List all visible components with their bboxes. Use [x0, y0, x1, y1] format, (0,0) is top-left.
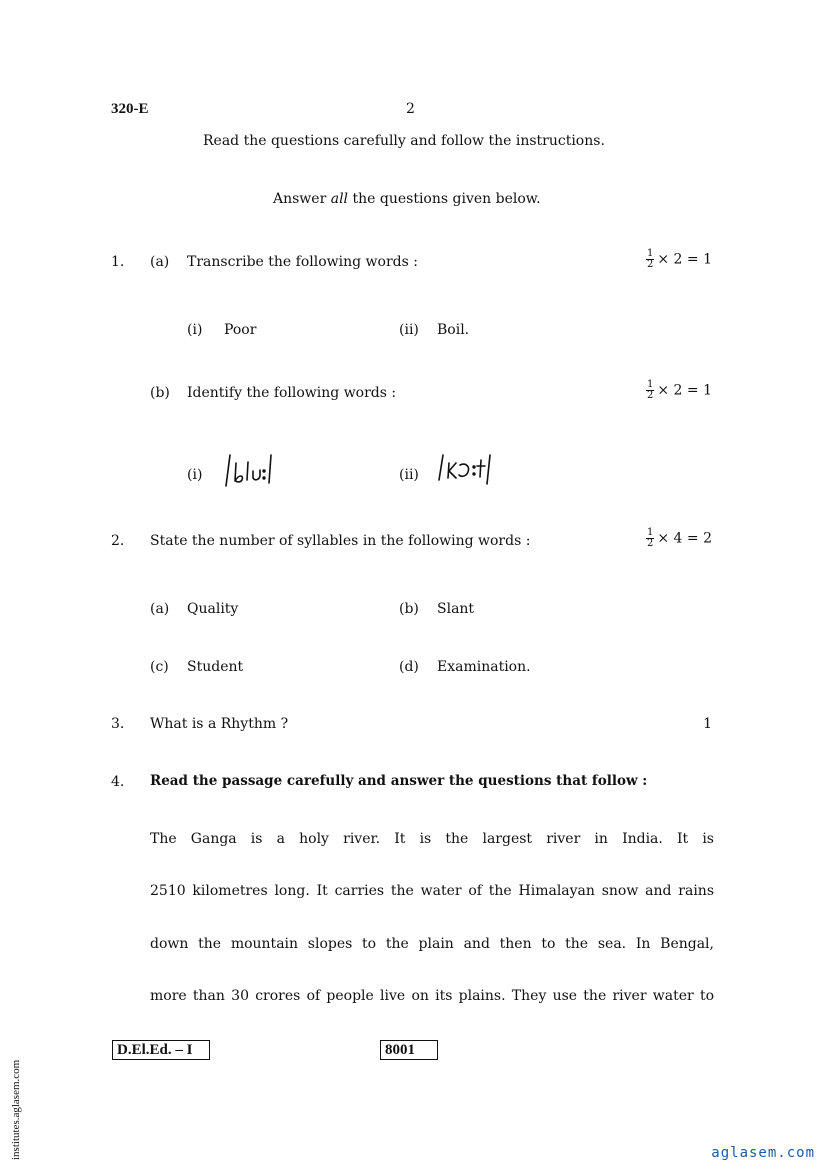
q2-number: 2. [111, 533, 125, 549]
q2-item-word-c: Student [187, 659, 244, 675]
brand-watermark: aglasem.com [711, 1145, 815, 1161]
instruction-line-2: Answer all the questions given below. [273, 191, 541, 207]
q1b-marks: $\frac{1}{2}$ × 2 = 1 [646, 379, 712, 401]
paper-code-box: 8001 [380, 1040, 438, 1060]
q4-number: 4. [111, 774, 125, 790]
q1b-label: (b) [150, 385, 170, 401]
q1b-text: Identify the following words : [187, 385, 397, 401]
course-code-box: D.El.Ed. – I [112, 1040, 210, 1060]
q4-heading: Read the passage carefully and answer the questions that follow : [150, 773, 648, 789]
q1a-item-word-1: Poor [224, 322, 257, 338]
q2-item-label-c: (c) [150, 659, 169, 675]
passage-line-3: down the mountain slopes to the plain and then to the sea. In Bengal, [150, 936, 714, 952]
q1b-item-label-1: (i) [187, 467, 203, 483]
passage-line-4: more than 30 crores of people live on its plains. They use the river water to [150, 988, 714, 1004]
exam-code: 320-E [111, 101, 149, 117]
q3-text: What is a Rhythm ? [150, 716, 289, 732]
instruction-line-1: Read the questions carefully and follow the instructions. [203, 133, 605, 149]
q3-marks: 1 [703, 716, 712, 732]
passage-line-1: The Ganga is a holy river. It is the largest river in India. It is [150, 831, 714, 847]
q1a-label: (a) [150, 254, 170, 270]
q2-item-label-a: (a) [150, 601, 170, 617]
q2-item-word-b: Slant [437, 601, 475, 617]
emphasis-all: all [330, 191, 349, 207]
q1a-item-label-1: (i) [187, 322, 203, 338]
q1a-marks: $\frac{1}{2}$ × 2 = 1 [646, 248, 712, 270]
fraction: $\frac{1}{2}$ [646, 379, 654, 401]
q1a-text: Transcribe the following words : [187, 254, 418, 270]
q2-item-label-b: (b) [399, 601, 419, 617]
fraction: $\frac{1}{2}$ [646, 248, 654, 270]
handwritten-transcription-kot [434, 450, 496, 490]
q2-text: State the number of syllables in the following words : [150, 533, 531, 549]
q1a-item-label-2: (ii) [399, 322, 419, 338]
side-watermark: institutes.aglasem.com [10, 1059, 22, 1160]
handwritten-transcription-blu [222, 450, 278, 490]
q2-item-word-a: Quality [187, 601, 239, 617]
q2-item-label-d: (d) [399, 659, 419, 675]
q2-item-word-d: Examination. [437, 659, 531, 675]
q1a-item-word-2: Boil. [437, 322, 470, 338]
fraction: $\frac{1}{2}$ [646, 527, 654, 549]
page-number: 2 [406, 101, 415, 117]
q2-marks: $\frac{1}{2}$ × 4 = 2 [646, 527, 712, 549]
q1b-item-label-2: (ii) [399, 467, 419, 483]
q1-number: 1. [111, 254, 125, 270]
passage-line-2: 2510 kilometres long. It carries the water of the Himalayan snow and rains [150, 883, 714, 899]
q3-number: 3. [111, 716, 125, 732]
